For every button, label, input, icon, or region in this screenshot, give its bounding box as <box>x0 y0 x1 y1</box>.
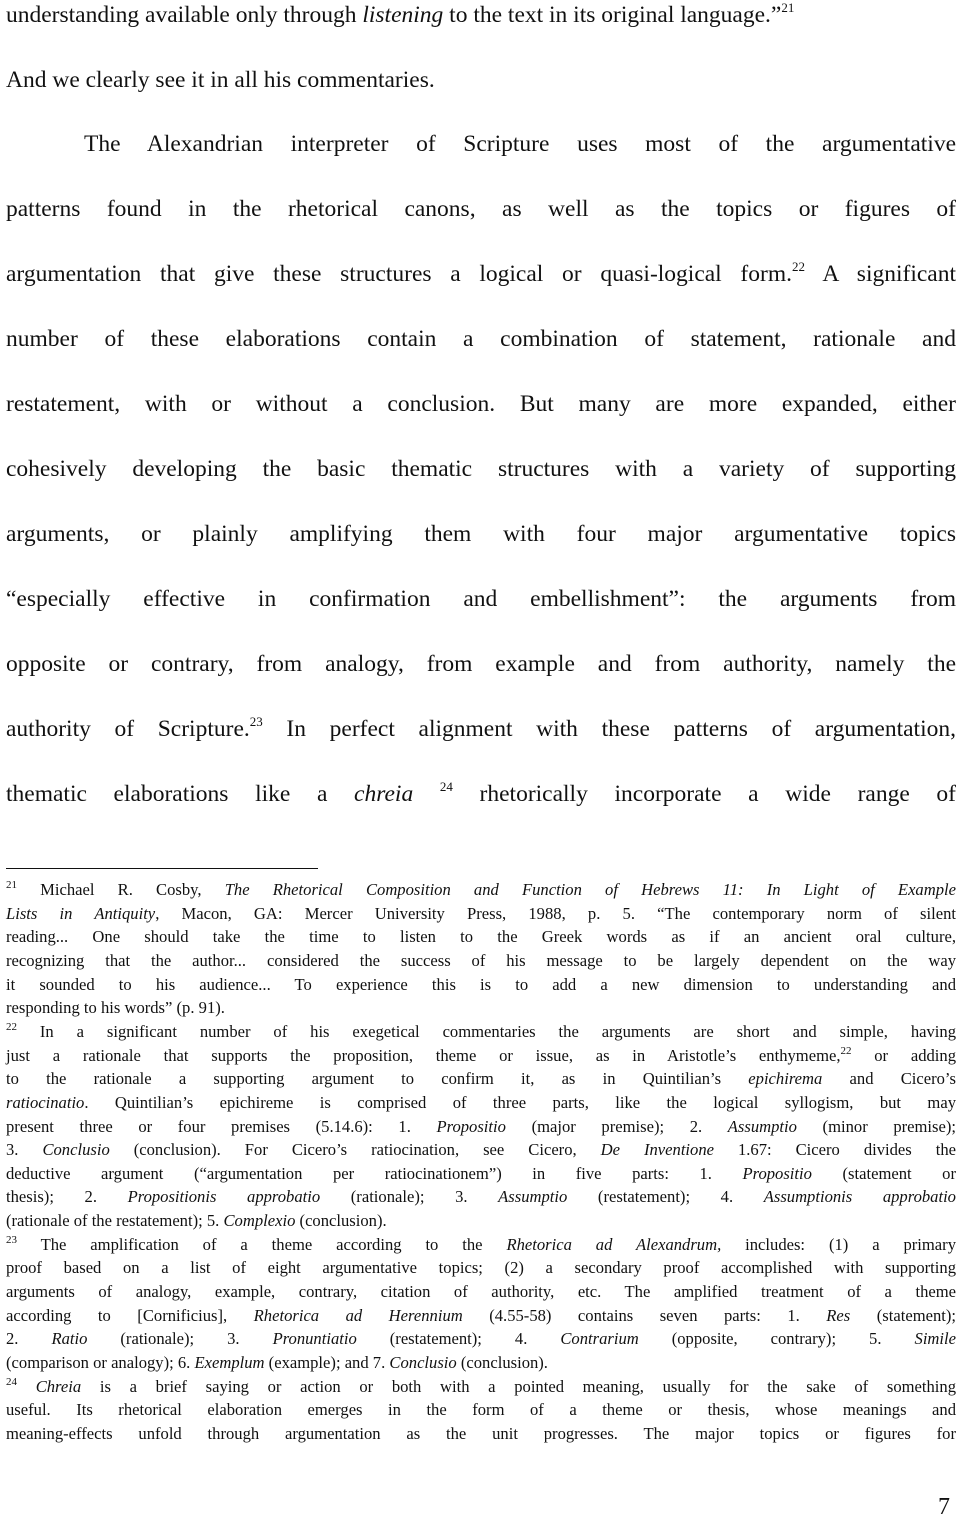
footnote-line <box>6 1351 956 1375</box>
body-line <box>6 324 956 354</box>
italic-text: chreia <box>354 781 414 807</box>
text-run: (conclusion). <box>456 1353 548 1372</box>
text-run: 1.67: Cicero divides the <box>714 1140 957 1160</box>
text-run: reading... One should take the time to listen to the Greek words as if an ancient oral culture, <box>6 927 956 947</box>
text-run: argumentation that give these structures a logical or quasi-logical form. <box>6 261 792 287</box>
body-line <box>6 779 956 809</box>
body-line <box>6 389 956 419</box>
italic-text: Ratio <box>51 1329 88 1349</box>
footnote-line <box>6 1115 956 1139</box>
text-run: cohesively developing the basic thematic structures with a variety of supporting <box>6 456 956 482</box>
text-run: The Alexandrian interpreter of Scripture uses most of the argumentative <box>84 131 956 157</box>
text-run: meaning-effects unfold through argumentation as the unit progresses. The major topics or figures for <box>6 1423 956 1443</box>
text-run: (4.55-58) contains seven parts: 1. <box>462 1305 827 1325</box>
footnote-line <box>6 1044 956 1068</box>
footnote-separator <box>6 868 318 869</box>
text-run: (restatement); 4. <box>356 1329 561 1349</box>
text-run: and Cicero’s <box>822 1069 956 1089</box>
text-run: (statement); <box>850 1305 957 1325</box>
text-run: patterns found in the rhetorical canons, as well as the topics or figures of <box>6 196 956 222</box>
text-run: (rationale); 3. <box>87 1329 273 1349</box>
text-run: present three or four premises (5.14.6): 1. <box>6 1116 437 1136</box>
footnote-line <box>6 949 956 973</box>
text-run: In a significant number of his exegetical commentaries the arguments are short and simple, having <box>17 1021 956 1041</box>
footnote-marker: 21 <box>6 879 17 891</box>
italic-text: Exemplum <box>194 1353 265 1372</box>
text-run: thesis); 2. <box>6 1187 128 1207</box>
text-run: understanding available only through <box>6 2 363 28</box>
body-line <box>84 129 956 159</box>
italic-text: Conclusio <box>389 1353 457 1372</box>
text-run: (rationale of the restatement); 5. <box>6 1211 224 1231</box>
text-run: thematic elaborations like a <box>6 781 355 807</box>
text-run: responding to his words” (p. 91). <box>6 998 225 1018</box>
footnote-line <box>6 1020 956 1044</box>
footnote-line <box>6 973 956 997</box>
italic-text: Conclusio <box>42 1140 110 1160</box>
text-run: (restatement); 4. <box>567 1187 764 1207</box>
text-run: is a brief saying or action or both with a pointed meaning, usually for the sake of something <box>81 1376 956 1396</box>
text-run: And we clearly see it in all his commentaries. <box>6 67 435 93</box>
italic-text: Propositionis approbatio <box>127 1187 321 1207</box>
text-run: (opposite, contrary); 5. <box>638 1329 915 1349</box>
italic-text: De Inventione <box>600 1140 714 1160</box>
footnote-line <box>6 1375 956 1399</box>
footnote-marker: 24 <box>439 779 453 794</box>
text-run: (rationale); 3. <box>320 1187 499 1207</box>
footnote-line <box>6 1280 956 1304</box>
footnote-line <box>6 1422 956 1446</box>
body-line <box>6 714 956 744</box>
footnote-line <box>6 1209 956 1233</box>
italic-text: Pronuntiatio <box>272 1329 357 1349</box>
footnote-line <box>6 1138 956 1162</box>
text-run: The amplification of a theme according to the <box>17 1234 507 1254</box>
footnote-marker: 24 <box>6 1375 17 1388</box>
text-run: , Macon, GA: Mercer University Press, 1988, p. 5. “The contemporary norm of silent <box>155 903 957 923</box>
italic-text: Assumptio <box>727 1116 797 1136</box>
italic-text: Assumptio <box>498 1187 568 1207</box>
text-run: (comparison or analogy); 6. <box>6 1353 195 1372</box>
footnote-line <box>6 996 956 1020</box>
text-run: authority of Scripture. <box>6 716 250 742</box>
footnote-line <box>6 902 956 926</box>
body-line <box>6 649 956 679</box>
text-run: number of these elaborations contain a combination of statement, rationale and <box>6 326 956 352</box>
footnote-marker: 22 <box>6 1020 17 1033</box>
text-run: rhetorically incorporate a wide range of <box>452 781 956 807</box>
text-run <box>17 1377 36 1396</box>
italic-text: ratiocinatio <box>6 1092 85 1112</box>
text-run: to the rationale a supporting argument to confirm it, as in Quintilian’s <box>6 1069 749 1089</box>
italic-text: Complexio <box>223 1211 296 1231</box>
body-line <box>6 65 956 95</box>
text-run <box>413 781 440 807</box>
text-run: “especially effective in confirmation and embellishment”: the arguments from <box>6 586 956 612</box>
text-run: restatement, with or without a conclusion. But many are more expanded, either <box>6 391 956 417</box>
text-run: (example); and 7. <box>264 1353 390 1372</box>
footnote-line <box>6 1304 956 1328</box>
text-run: (minor premise); <box>796 1116 957 1136</box>
text-run: deductive argument (“argumentation per ratiocinationem”) in five parts: 1. <box>6 1163 743 1183</box>
footnote-line <box>6 1398 956 1422</box>
italic-text: The Rhetorical Composition and Function of Hebrews 11: In Light of Example <box>224 880 956 899</box>
text-run: according to [Cornificius], <box>6 1305 254 1325</box>
text-run: (statement or <box>811 1163 956 1183</box>
text-run: Michael R. Cosby, <box>17 880 225 899</box>
body-line <box>6 584 956 614</box>
footnote-marker: 22 <box>840 1044 852 1057</box>
text-run: (major premise); 2. <box>505 1116 728 1136</box>
italic-text: Lists in Antiquity <box>6 903 156 923</box>
footnote-marker: 22 <box>791 259 805 274</box>
footnote-line <box>6 1233 956 1257</box>
body-line <box>6 259 956 289</box>
text-run: or adding <box>851 1045 956 1065</box>
text-run: (conclusion). <box>295 1211 387 1231</box>
italic-text: Simile <box>914 1329 956 1349</box>
text-run: to the text in its original language.” <box>443 2 782 28</box>
text-run: just a rationale that supports the proposition, theme or issue, as in Aristotle’s enthymeme, <box>6 1045 841 1065</box>
text-run: recognizing that the author... considered the success of his message to be largely dependent on the way <box>6 950 956 970</box>
text-run: arguments, or plainly amplifying them with four major argumentative topics <box>6 521 956 547</box>
text-run: opposite or contrary, from analogy, from example and from authority, namely the <box>6 651 956 677</box>
footnote-marker: 23 <box>249 714 263 729</box>
footnote-line <box>6 1256 956 1280</box>
text-run: arguments of analogy, example, contrary, citation of authority, etc. The amplified treatment of a theme <box>6 1282 956 1302</box>
italic-text: Rhetorica ad Alexandrum, <box>506 1234 722 1254</box>
text-run: it sounded to his audience... To experience this is to add a new dimension to understanding and <box>6 974 956 994</box>
italic-text: Contrarium <box>560 1329 639 1349</box>
footnote-line <box>6 1185 956 1209</box>
text-run: (conclusion). For Cicero’s ratiocination, see Cicero, <box>109 1140 601 1160</box>
text-run: In perfect alignment with these patterns of argumentation, <box>262 716 956 742</box>
footnote-marker: 21 <box>781 0 795 15</box>
page-number: 7 <box>938 1494 950 1520</box>
text-run: proof based on a list of eight argumentative topics; (2) a secondary proof accomplished with supporting <box>6 1258 956 1278</box>
body-line <box>6 454 956 484</box>
text-run: useful. Its rhetorical elaboration emerges in the form of a theme or thesis, whose meanings and <box>6 1400 956 1420</box>
text-run: . Quintilian’s epichireme is comprised of three parts, like the logical syllogism, but may <box>84 1092 956 1112</box>
body-line <box>6 0 956 30</box>
body-line <box>6 519 956 549</box>
text-run: 2. <box>6 1329 52 1349</box>
italic-text: listening <box>362 2 444 28</box>
footnote-line <box>6 1162 956 1186</box>
footnote-line <box>6 878 956 902</box>
footnote-line <box>6 1327 956 1351</box>
footnote-marker: 23 <box>6 1233 17 1246</box>
footnote-line <box>6 1091 956 1115</box>
footnote-line <box>6 925 956 949</box>
italic-text: Propositio <box>742 1163 812 1183</box>
italic-text: epichirema <box>748 1069 823 1089</box>
footnote-line <box>6 1067 956 1091</box>
text-run: includes: (1) a primary <box>721 1234 956 1254</box>
italic-text: Res <box>826 1305 851 1325</box>
italic-text: Propositio <box>436 1116 506 1136</box>
italic-text: Assumptionis approbatio <box>763 1187 956 1207</box>
body-line <box>6 194 956 224</box>
text-run: 3. <box>6 1140 43 1160</box>
text-run: A significant <box>804 261 956 287</box>
italic-text: Chreia <box>35 1376 82 1396</box>
italic-text: Rhetorica ad Herennium <box>253 1305 463 1325</box>
